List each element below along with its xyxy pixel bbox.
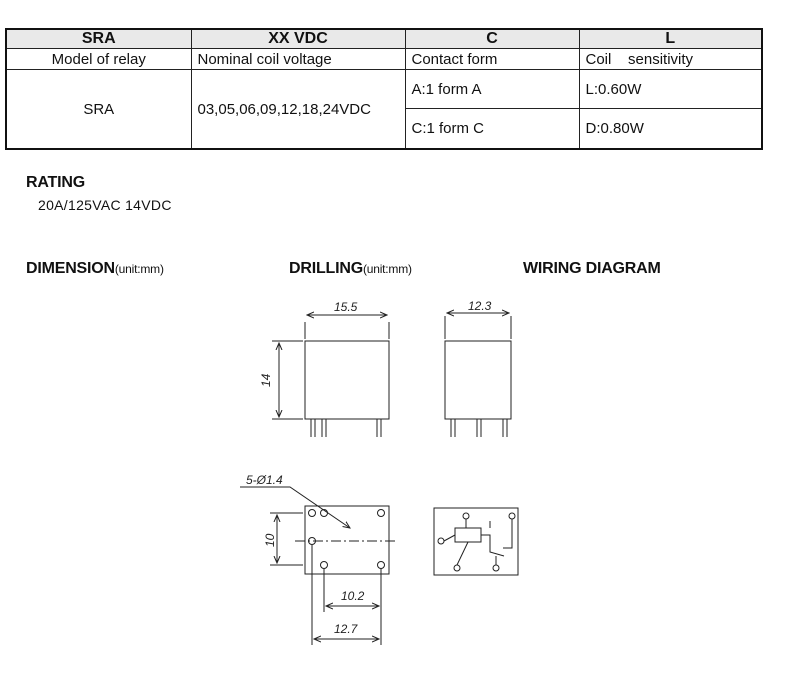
drilling-title-text: DRILLING <box>289 260 363 277</box>
hole-spec-label: 5-Ø1.4 <box>246 473 283 487</box>
sub-model: Model of relay <box>6 49 191 70</box>
dimension-title-text: DIMENSION <box>26 260 115 277</box>
drilling-unit: (unit:mm) <box>362 262 412 276</box>
rating-title: RATING <box>26 174 85 191</box>
sub-contact: Contact form <box>405 49 579 70</box>
side-view-drawing <box>445 313 511 437</box>
dimension-unit: (unit:mm) <box>114 262 164 276</box>
front-view-drawing <box>272 315 389 437</box>
drilling-view-drawing <box>240 487 395 645</box>
dim-width-label: 15.5 <box>334 300 358 314</box>
pitch-vertical-label: 10 <box>263 533 277 547</box>
header-model: SRA <box>6 29 191 49</box>
wiring-diagram-drawing <box>434 508 518 575</box>
header-voltage: XX VDC <box>191 29 405 49</box>
pitch-a-label: 10.2 <box>341 589 365 603</box>
cell-contact-c: C:1 form C <box>405 109 579 149</box>
wiring-title: WIRING DIAGRAM <box>523 260 661 277</box>
cell-sens-l: L:0.60W <box>579 70 762 109</box>
rating-value: 20A/125VAC 14VDC <box>38 197 172 213</box>
header-sensitivity: L <box>579 29 762 49</box>
cell-model: SRA <box>6 70 191 150</box>
dim-depth-label: 12.3 <box>468 299 492 313</box>
sub-voltage: Nominal coil voltage <box>191 49 405 70</box>
dim-height-label: 14 <box>259 373 273 387</box>
cell-voltages: 03,05,06,09,12,18,24VDC <box>191 70 405 150</box>
cell-contact-a: A:1 form A <box>405 70 579 109</box>
pitch-b-label: 12.7 <box>334 622 358 636</box>
sub-sensitivity: Coil sensitivity <box>579 49 762 70</box>
header-contact: C <box>405 29 579 49</box>
cell-sens-d: D:0.80W <box>579 109 762 149</box>
